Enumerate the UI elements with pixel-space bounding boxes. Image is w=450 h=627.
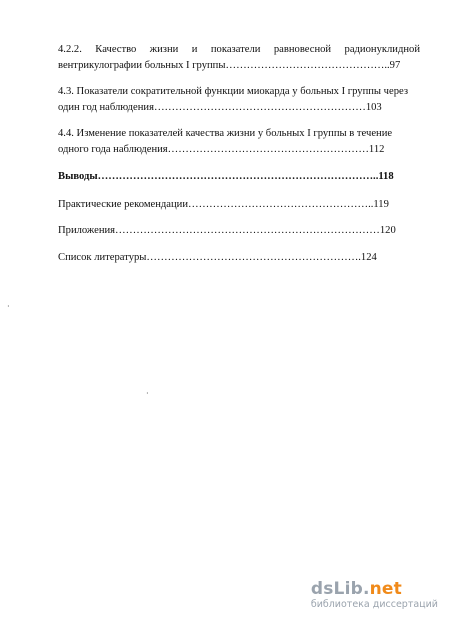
table-of-contents [58, 42, 420, 265]
toc-entry-4-4[interactable] [58, 126, 420, 157]
toc-entry-line: Выводы……………………………………………………………………..118 [58, 171, 394, 182]
toc-entry-4-3[interactable] [58, 84, 420, 115]
watermark-logo-accent: net [369, 579, 402, 599]
toc-entry-references[interactable] [58, 250, 420, 266]
toc-entry-line: Список литературы…………………………………………………….124 [58, 251, 377, 263]
watermark-logo-main: dsLib. [310, 579, 370, 599]
scan-speck: · [7, 302, 10, 311]
toc-entry-appendices[interactable] [58, 223, 420, 239]
toc-entry-conclusions[interactable] [58, 169, 420, 185]
toc-entry-line: Практические рекомендации……………………………………………..119 [58, 198, 389, 210]
toc-entry-line: одного года наблюдения…………………………………………………112 [58, 143, 385, 155]
toc-entry-line: один год наблюдения……………………………………………………103 [58, 101, 382, 113]
scan-speck: · [146, 389, 149, 398]
toc-entry-line: 4.4. Изменение показателей качества жизни у больных I группы в течение [58, 128, 393, 139]
watermark-logo [311, 580, 438, 598]
toc-entry-line: 4.3. Показатели сократительной функции миокарда у больных I группы через [58, 86, 409, 97]
toc-entry-line: 4.2.2. Качество жизни и показатели равновесной радионуклидной [58, 44, 420, 55]
toc-entry-line: вентрикулографии больных I группы………………………………………..97 [58, 59, 401, 71]
toc-entry-recommendations[interactable] [58, 197, 420, 213]
toc-entry-4-2-2[interactable] [58, 42, 420, 73]
watermark[interactable] [311, 580, 438, 611]
watermark-subtitle: библиотека диссертаций [310, 599, 438, 610]
toc-entry-line: Приложения…………………………………………………………………120 [58, 225, 396, 236]
